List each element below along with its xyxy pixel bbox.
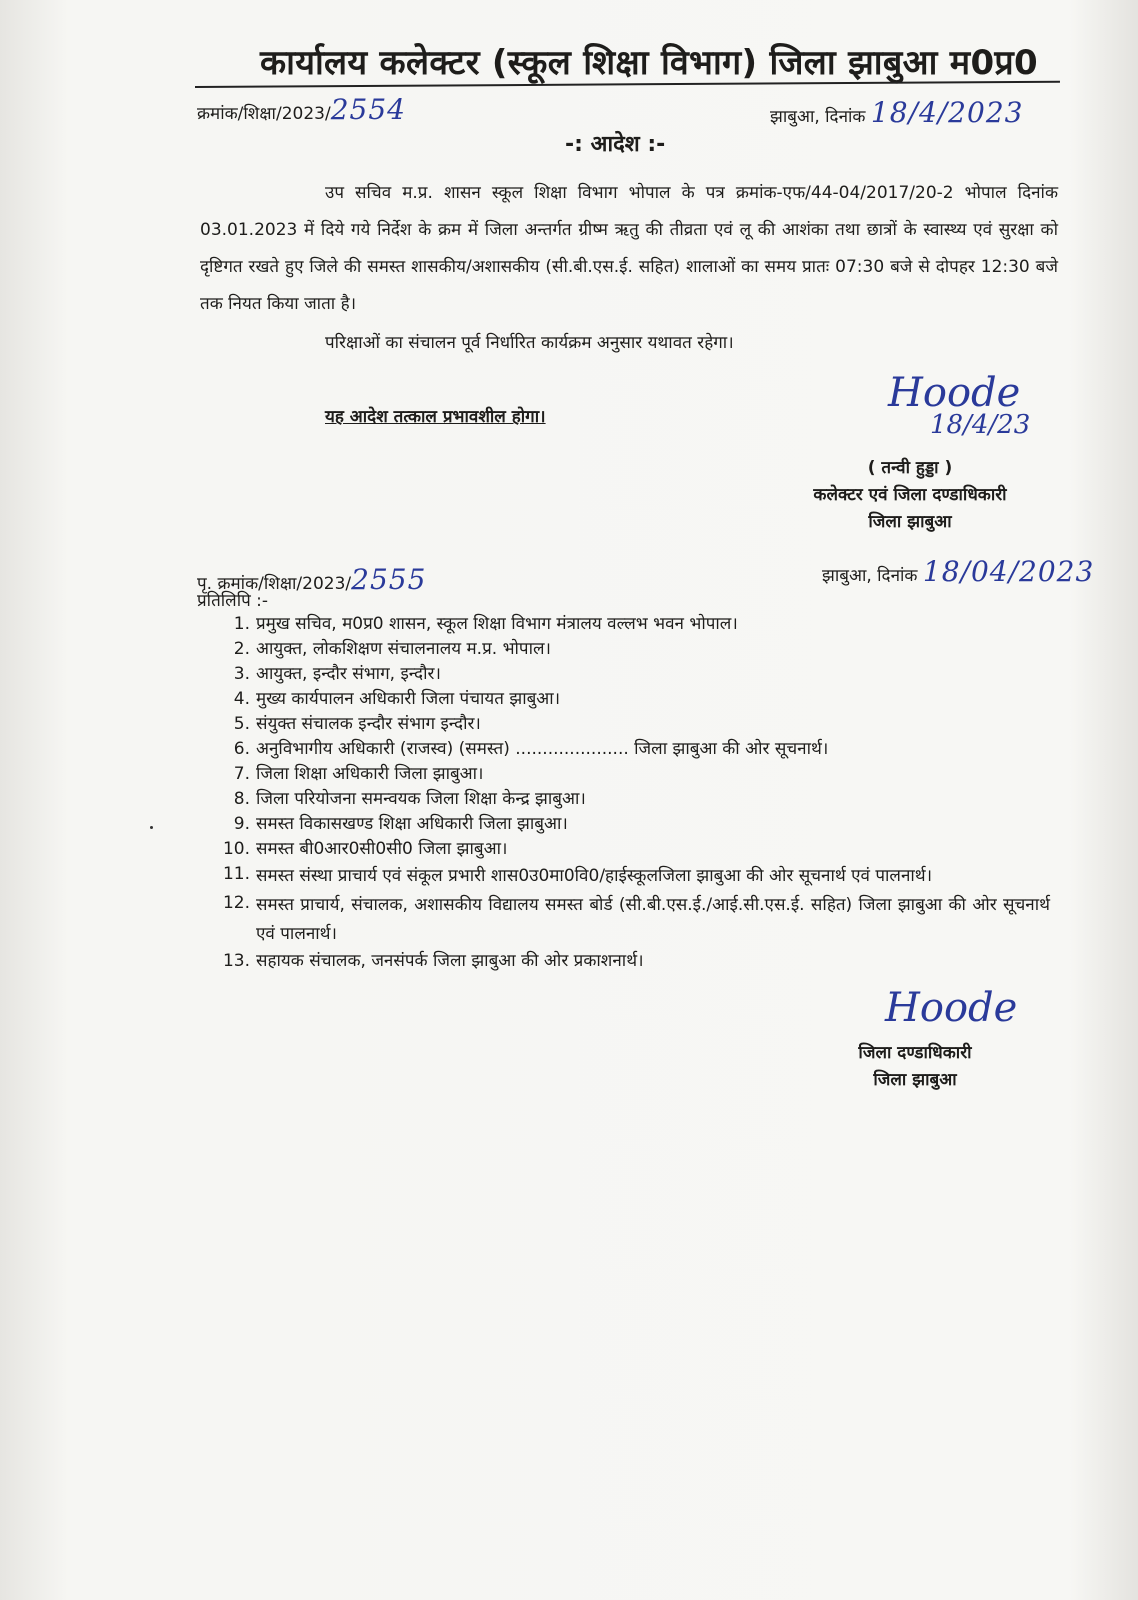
list-item	[220, 637, 1050, 662]
list-item-text: जिला शिक्षा अधिकारी जिला झाबुआ।	[256, 764, 484, 784]
list-item	[220, 612, 1050, 637]
order-paragraph-2: परिक्षाओं का संचालन पूर्व निर्धारित कार्यक्रम अनुसार यथावत रहेगा।	[325, 333, 734, 353]
list-item	[220, 762, 1050, 787]
list-item-text: समस्त संस्था प्राचार्य एवं संकूल प्रभारी शास0उ0मा0वि0/हाईस्कूलजिला झाबुआ की ओर सूचनार्थ एवं पालनार्थ।	[256, 866, 933, 886]
list-item-number: 11.	[222, 864, 250, 884]
list-item-number: 13.	[222, 951, 250, 971]
list-item-text: जिला परियोजना समन्वयक जिला शिक्षा केन्द्र झाबुआ।	[256, 789, 586, 809]
order-heading: -: आदेश :-	[565, 132, 666, 157]
copy-recipient-list	[220, 612, 1050, 974]
list-item	[220, 787, 1050, 812]
copy-heading: प्रतिलिपि :-	[197, 591, 269, 611]
list-item-text: समस्त प्राचार्य, संचालक, अशासकीय विद्यालय समस्त बोर्ड (सी.बी.एस.ई./आई.सी.एस.ई. सहित) जिला झाबुआ की ओर सूचनार्थ एवं पालनार्थ।	[256, 895, 1050, 944]
list-item-number: 2.	[233, 639, 250, 659]
list-item	[220, 862, 1050, 891]
list-item-text: अनुविभागीय अधिकारी (राजस्व) (समस्त) ..................... जिला झाबुआ की ओर सूचनार्थ।	[256, 739, 829, 759]
list-item-text: आयुक्त, लोकशिक्षण संचालनालय म.प्र. भोपाल।	[256, 639, 551, 659]
collector-signature-date: 18/4/23	[930, 410, 1031, 440]
scan-speck	[150, 826, 153, 829]
list-item-number: 5.	[233, 714, 250, 734]
list-item-text: समस्त विकासखण्ड शिक्षा अधिकारी जिला झाबुआ।	[256, 814, 568, 834]
signatory-2-district: जिला झाबुआ	[873, 1070, 957, 1090]
order-date-line	[770, 96, 1023, 129]
list-item-number: 1.	[233, 614, 250, 634]
list-item	[220, 712, 1050, 737]
effective-note: यह आदेश तत्काल प्रभावशील होगा।	[325, 407, 546, 427]
signatory-designation: कलेक्टर एवं जिला दण्डाधिकारी	[813, 485, 1007, 505]
list-item-number: 12.	[222, 893, 250, 913]
list-item	[220, 837, 1050, 862]
order-paragraph-1: उप सचिव म.प्र. शासन स्कूल शिक्षा विभाग भोपाल के पत्र क्रमांक-एफ/44-04/2017/20-2 भोपाल दिनांक 03.01.2023 में दिये गये निर्देश के क्रम में जिला अन्तर्गत ग्रीष्म ऋतु की तीव्रता एवं लू की आशंका तथा छात्रों के स्वास्थ्य एवं सुरक्षा को दृष्टिगत रखते हुए जिले की समस्त शासकीय/अशासकीय (सी.बी.एस.ई. सहित) शालाओं का समय प्रातः 07:30 बजे से दोपहर 12:30 बजे तक नियत किया जाता है।	[200, 183, 1058, 314]
copy-date-line	[822, 555, 1094, 588]
signatory-name: ( तन्वी हुड्डा )	[867, 458, 953, 478]
copy-place-date-label: झाबुआ, दिनांक	[822, 566, 918, 586]
list-item-number: 3.	[233, 664, 250, 684]
reference-number-handwritten: 2554	[330, 93, 406, 126]
list-item-text: सहायक संचालक, जनसंपर्क जिला झाबुआ की ओर प्रकाशनार्थ।	[256, 951, 644, 971]
copy-date-handwritten: 18/04/2023	[922, 555, 1095, 588]
list-item-number: 9.	[233, 814, 250, 834]
list-item	[220, 891, 1050, 949]
list-item-number: 8.	[233, 789, 250, 809]
list-item-number: 6.	[233, 739, 250, 759]
list-item-text: प्रमुख सचिव, म0प्र0 शासन, स्कूल शिक्षा विभाग मंत्रालय वल्लभ भवन भोपाल।	[256, 614, 738, 634]
list-item	[220, 662, 1050, 687]
collector-signature: Hoode	[888, 370, 1021, 416]
copy-reference-number-handwritten: 2555	[351, 563, 427, 596]
signatory-2-designation: जिला दण्डाधिकारी	[858, 1043, 972, 1063]
list-item-number: 7.	[233, 764, 250, 784]
order-date-handwritten: 18/4/2023	[870, 96, 1024, 129]
list-item	[220, 812, 1050, 837]
reference-prefix: क्रमांक/शिक्षा/2023/	[197, 104, 331, 124]
list-item-text: आयुक्त, इन्दौर संभाग, इन्दौर।	[256, 664, 441, 684]
magistrate-signature: Hoode	[885, 985, 1018, 1031]
list-item-number: 10.	[222, 839, 250, 859]
list-item-text: संयुक्त संचालक इन्दौर संभाग इन्दौर।	[256, 714, 481, 734]
place-date-label: झाबुआ, दिनांक	[770, 107, 866, 127]
copy-reference-prefix: पृ. क्रमांक/शिक्षा/2023/	[197, 574, 352, 594]
list-item	[220, 737, 1050, 762]
list-item-number: 4.	[233, 689, 250, 709]
office-title: कार्यालय कलेक्टर (स्कूल शिक्षा विभाग) जिला झाबुआ म0प्र0	[260, 43, 1039, 83]
list-item-text: समस्त बी0आर0सी0सी0 जिला झाबुआ।	[256, 839, 508, 859]
signatory-block-2	[800, 1040, 1030, 1094]
list-item	[220, 687, 1050, 712]
list-item-text: मुख्य कार्यपालन अधिकारी जिला पंचायत झाबुआ।	[256, 689, 561, 709]
reference-line	[197, 93, 406, 126]
signatory-block-1	[780, 455, 1040, 536]
signatory-district: जिला झाबुआ	[868, 512, 952, 532]
list-item	[220, 949, 1050, 974]
